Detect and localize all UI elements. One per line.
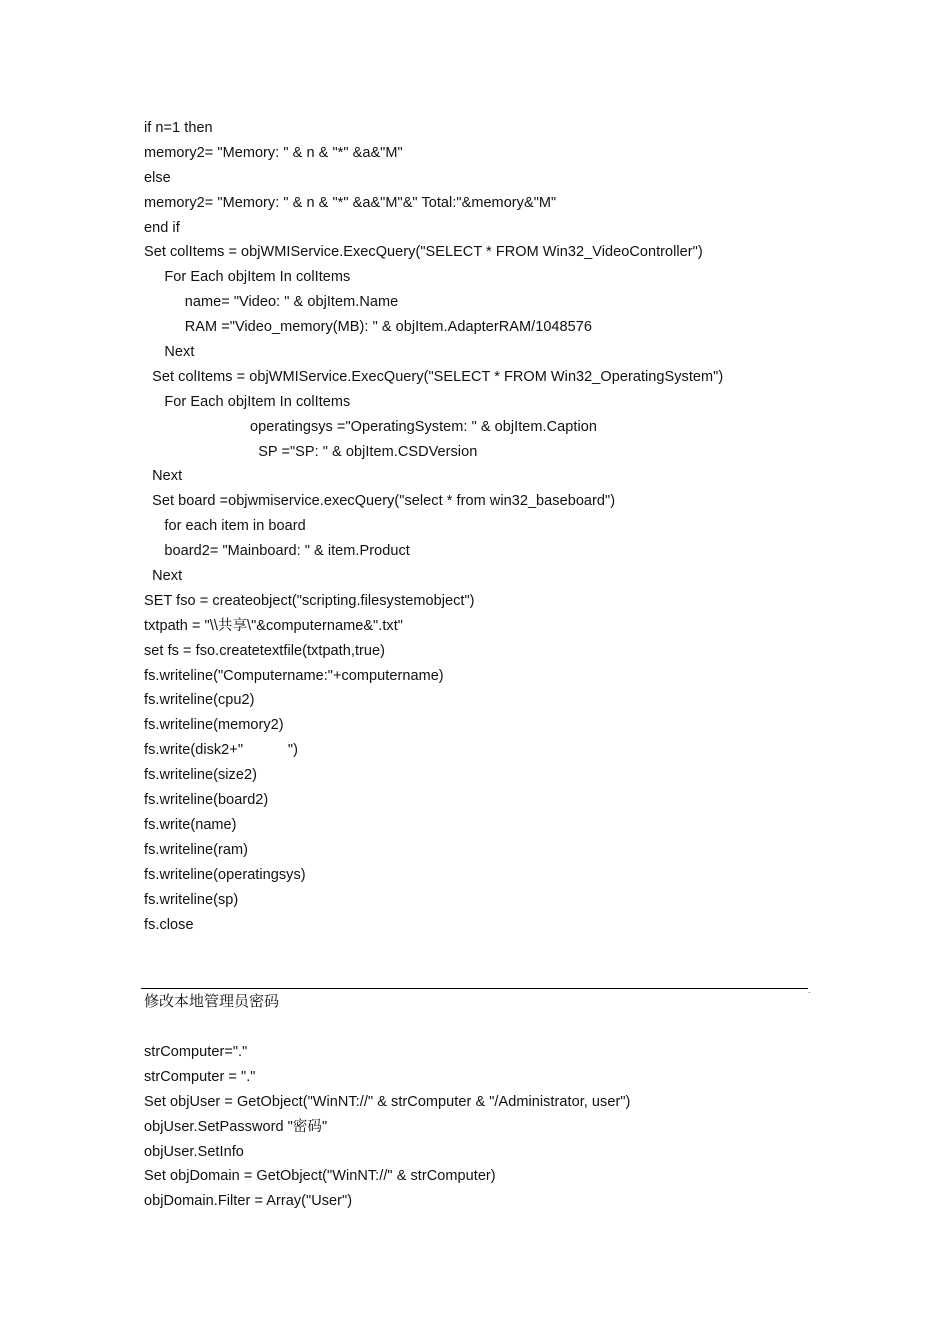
code-line: Next: [144, 568, 183, 585]
code-block-system-info: [144, 116, 824, 937]
code-line: for each item in board: [144, 518, 306, 535]
code-line: fs.write(name): [144, 816, 237, 833]
code-line: fs.writeline(sp): [144, 891, 239, 908]
code-line: memory2= "Memory: " & n & "*" &a&"M": [144, 144, 403, 161]
code-line: memory2= "Memory: " & n & "*" &a&"M"&" Total:"&memory&"M": [144, 194, 557, 211]
code-line: RAM ="Video_memory(MB): " & objItem.AdapterRAM/1048576: [144, 319, 593, 336]
code-line: fs.writeline(size2): [144, 767, 257, 784]
code-line: For Each objItem In colItems: [144, 393, 351, 410]
code-line: fs.writeline(board2): [144, 792, 269, 809]
code-line: fs.writeline("Computername:"+computername): [144, 667, 444, 684]
code-line: operatingsys ="OperatingSystem: " & objItem.Caption: [144, 418, 597, 435]
code-line: For Each objItem In colItems: [144, 269, 351, 286]
code-line: objDomain.Filter = Array("User"): [144, 1193, 353, 1210]
code-line: fs.writeline(cpu2): [144, 692, 255, 709]
code-line: Set colItems = objWMIService.ExecQuery("SELECT * FROM Win32_OperatingSystem"): [144, 368, 724, 385]
code-line: SET fso = createobject("scripting.filesystemobject"): [144, 592, 475, 609]
code-line: end if: [144, 219, 180, 236]
code-line: Set objDomain = GetObject("WinNT://" & strComputer): [144, 1168, 496, 1185]
code-line: fs.writeline(memory2): [144, 717, 284, 734]
code-line: fs.close: [144, 916, 194, 933]
code-line: Set board =objwmiservice.execQuery("select * from win32_baseboard"): [144, 493, 616, 510]
rule-end-mark: .: [808, 985, 811, 995]
code-line: strComputer=".": [144, 1044, 248, 1060]
code-line: Set objUser = GetObject("WinNT://" & strComputer & "/Administrator, user"): [144, 1093, 631, 1110]
code-line: fs.writeline(operatingsys): [144, 866, 306, 883]
code-line: objUser.SetInfo: [144, 1143, 244, 1160]
code-line: set fs = fso.createtextfile(txtpath,true): [144, 642, 386, 659]
code-block-admin-password: [144, 1040, 824, 1214]
code-line: Next: [144, 468, 183, 485]
code-line: board2= "Mainboard: " & item.Product: [144, 543, 410, 560]
code-line: if n=1 then: [144, 120, 213, 136]
code-line: Next: [144, 344, 195, 361]
horizontal-rule: [141, 988, 808, 989]
code-line: txtpath = "\\共享\"&computername&".txt": [144, 617, 403, 634]
code-line: fs.writeline(ram): [144, 841, 248, 858]
code-line: fs.write(disk2+" "): [144, 742, 298, 759]
code-line: Set colItems = objWMIService.ExecQuery("SELECT * FROM Win32_VideoController"): [144, 244, 703, 261]
section-heading: 修改本地管理员密码: [144, 994, 280, 1010]
code-line: strComputer = ".": [144, 1068, 256, 1085]
code-line: SP ="SP: " & objItem.CSDVersion: [144, 443, 478, 460]
code-line: name= "Video: " & objItem.Name: [144, 294, 399, 311]
code-line: objUser.SetPassword "密码": [144, 1118, 328, 1135]
code-line: else: [144, 169, 171, 186]
